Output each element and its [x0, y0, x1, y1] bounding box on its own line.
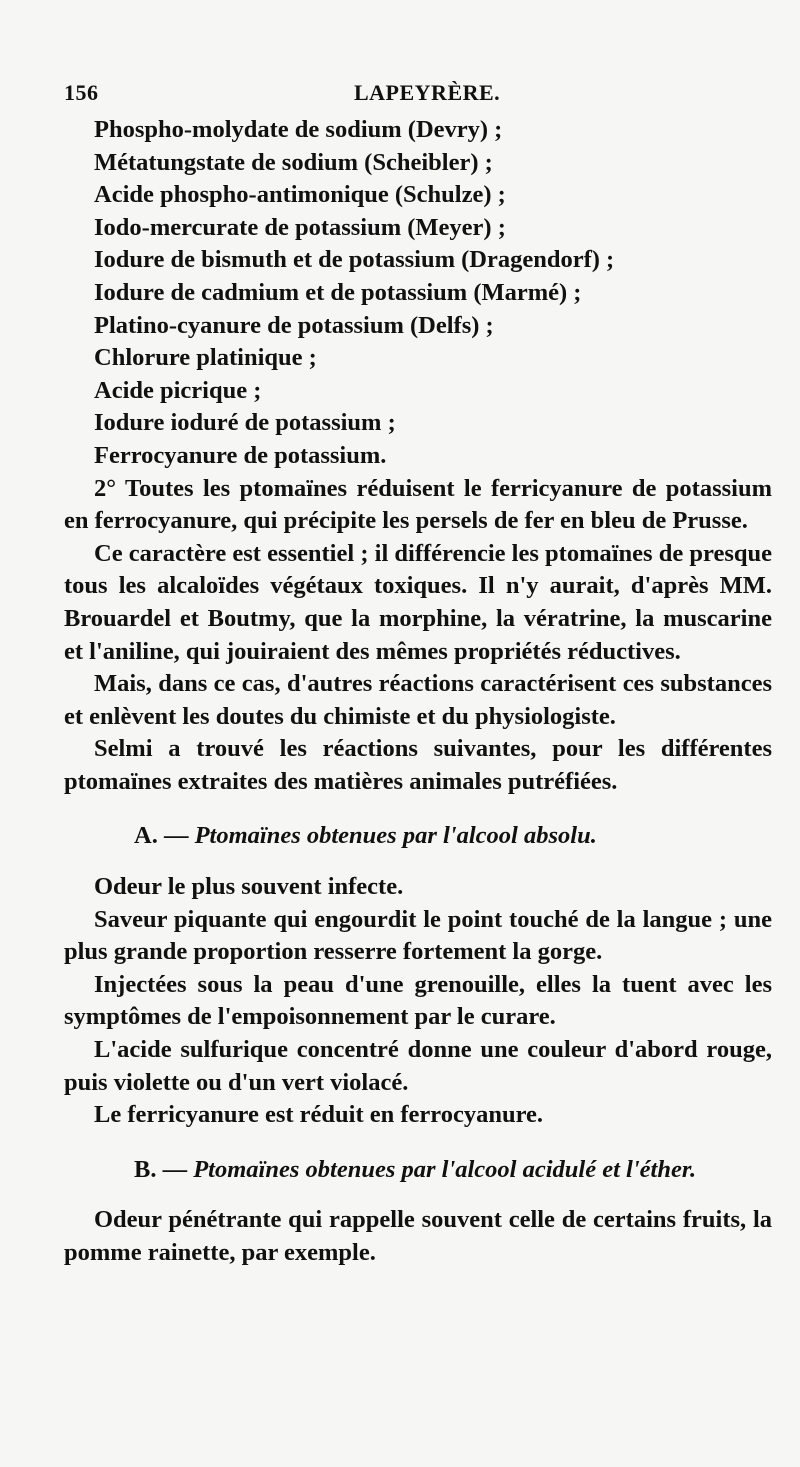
paragraph: Ce caractère est essentiel ; il différencie les ptomaïnes de presque tous les alcaloïdes végétaux toxiques. Il n'y aurait, d'après MM. Brouardel et Boutmy, que la morphine, la vératrine, la muscarine et l'aniline, qui jouiraient des mêmes propriétés réductives. [64, 539, 772, 665]
page-header [64, 80, 764, 110]
reagent-item: Phospho-molydate de sodium (Devry) ; [94, 116, 503, 143]
reagent-item: Acide picrique ; [94, 376, 262, 404]
paragraph: Odeur pénétrante qui rappelle souvent celle de certains fruits, la pomme rainette, par exemple. [64, 1206, 772, 1266]
section-a-prefix: A. — [134, 822, 195, 850]
reagent-list [64, 114, 772, 473]
reagent-item: Platino-cyanure de potassium (Delfs) ; [94, 311, 494, 339]
paragraph: 2° Toutes les ptomaïnes réduisent le ferricyanure de potassium en ferrocyanure, qui précipite les persels de fer en bleu de Prusse. [64, 474, 772, 535]
paragraph: Odeur le plus souvent infecte. [94, 873, 404, 901]
paragraph: Le ferricyanure est réduit en ferrocyanure. [94, 1101, 544, 1129]
paragraph: Saveur piquante qui engourdit le point touché de la langue ; une plus grande proportion resserre fortement la gorge. [64, 905, 772, 966]
page-body [64, 114, 772, 1270]
reagent-item: Ferrocyanure de potassium. [94, 441, 387, 469]
reagent-item: Iodo-mercurate de potassium (Meyer) ; [94, 213, 506, 241]
page-number: 156 [64, 80, 99, 105]
reagent-item: Métatungstate de sodium (Scheibler) ; [94, 148, 493, 176]
paragraph: Injectées sous la peau d'une grenouille, elles la tuent avec les symptômes de l'empoisonnement par le curare. [64, 970, 772, 1031]
running-title: LAPEYRÈRE. [354, 80, 501, 105]
paragraph: Selmi a trouvé les réactions suivantes, pour les différentes ptomaïnes extraites des matières animales putréfiées. [64, 735, 772, 795]
paragraph: Mais, dans ce cas, d'autres réactions caractérisent ces substances et enlèvent les doutes du chimiste et du physiologiste. [64, 670, 772, 730]
reagent-item: Iodure de cadmium et de potassium (Marmé) ; [94, 278, 582, 306]
reagent-item: Iodure ioduré de potassium ; [94, 409, 396, 437]
section-a-title: Ptomaïnes obtenues par l'alcool absolu. [194, 822, 597, 850]
section-a-heading [64, 820, 772, 853]
section-b-prefix: B. — [134, 1155, 194, 1183]
section-b-title: Ptomaïnes obtenues par l'alcool acidulé et l'éther. [193, 1155, 697, 1183]
reagent-item: Acide phospho-antimonique (Schulze) ; [94, 181, 506, 209]
reagent-item: Chlorure platinique ; [94, 344, 317, 372]
section-b-heading [64, 1154, 772, 1187]
reagent-item: Iodure de bismuth et de potassium (Dragendorf) ; [94, 246, 615, 274]
paragraph: L'acide sulfurique concentré donne une couleur d'abord rouge, puis violette ou d'un vert violacé. [64, 1036, 772, 1096]
